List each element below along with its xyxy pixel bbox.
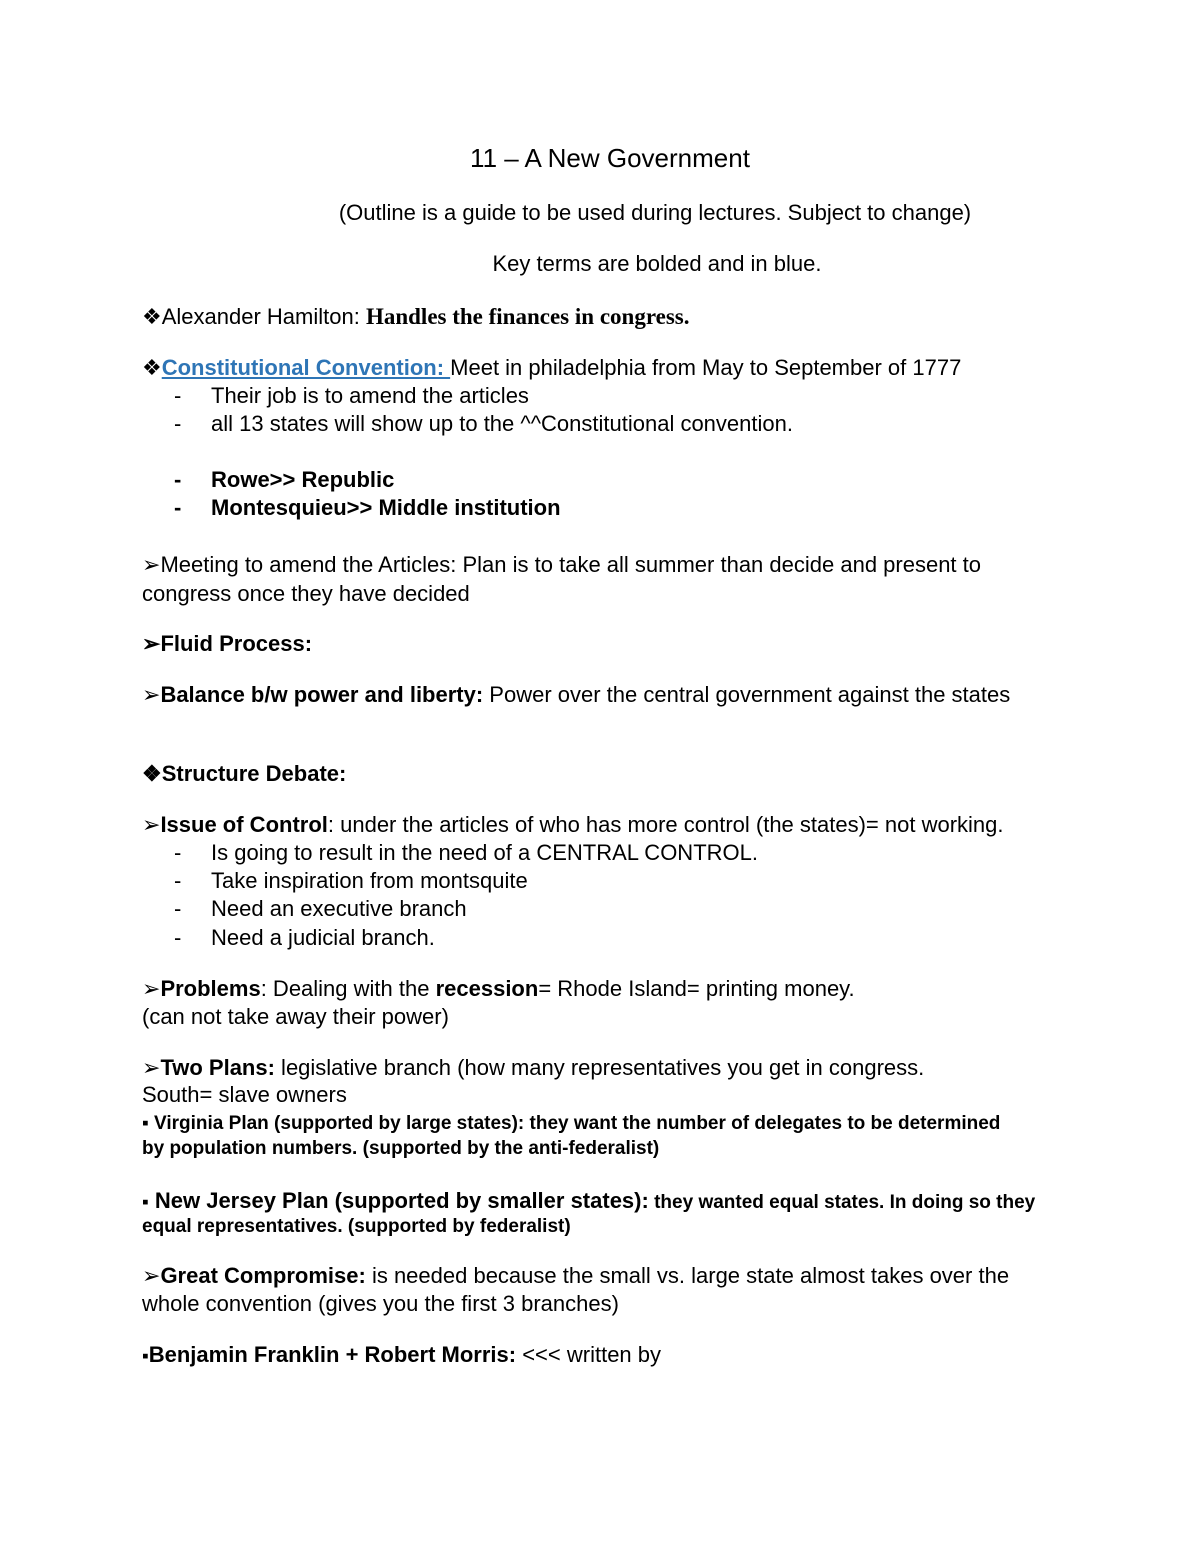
dash-bullet: - bbox=[174, 411, 182, 436]
list-item-text: Take inspiration from montsquite bbox=[211, 868, 528, 893]
arrow-bullet-icon: ➢ bbox=[142, 976, 161, 1001]
list-item-text: Need a judicial branch. bbox=[211, 925, 435, 950]
list-item-text: Is going to result in the need of a CENTRAL CONTROL. bbox=[211, 840, 758, 865]
list-item-text: all 13 states will show up to the ^^Constitutional convention. bbox=[211, 411, 793, 436]
two-plans-line bbox=[142, 1054, 924, 1082]
key-terms-note: Key terms are bolded and in blue. bbox=[492, 251, 822, 276]
list-item bbox=[174, 466, 394, 494]
list-item bbox=[174, 382, 529, 410]
meeting-text: Meeting to amend the Articles: Plan is to take all summer than decide and present to bbox=[160, 552, 982, 577]
square-bullet-icon: ▪ bbox=[142, 1192, 149, 1213]
dash-bullet: - bbox=[174, 383, 182, 408]
diamond-bullet-icon: ❖ bbox=[142, 304, 162, 329]
new-jersey-plan-label: New Jersey Plan (supported by smaller states): bbox=[148, 1188, 649, 1213]
list-item bbox=[174, 839, 758, 867]
list-item-text: Their job is to amend the articles bbox=[211, 383, 529, 408]
dash-bullet: - bbox=[174, 495, 182, 520]
structure-debate-line bbox=[142, 760, 346, 788]
virginia-plan-line-2: by population numbers. (supported by the anti-federalist) bbox=[142, 1138, 660, 1159]
problems-line-2: (can not take away their power) bbox=[142, 1004, 449, 1029]
problems-text: : Dealing with the bbox=[260, 976, 436, 1001]
dash-bullet: - bbox=[174, 868, 182, 893]
outline-subtitle: (Outline is a guide to be used during lectures. Subject to change) bbox=[338, 200, 972, 225]
arrow-bullet-icon: ➢ bbox=[142, 682, 161, 707]
convention-line bbox=[142, 354, 961, 382]
arrow-bullet-icon: ➢ bbox=[142, 552, 161, 577]
list-item bbox=[174, 494, 561, 522]
great-compromise-line bbox=[142, 1262, 1009, 1290]
control-text: : under the articles of who has more control (the states)= not working. bbox=[327, 812, 1004, 837]
page-title: 11 – A New Government bbox=[470, 143, 750, 173]
structure-debate-label: Structure Debate: bbox=[161, 761, 347, 786]
meeting-line-2: congress once they have decided bbox=[142, 581, 470, 606]
recession-term: recession bbox=[435, 976, 539, 1001]
arrow-bullet-icon: ➢ bbox=[142, 631, 161, 656]
balance-text: Power over the central government against the states bbox=[483, 682, 1011, 707]
great-compromise-line-2: whole convention (gives you the first 3 branches) bbox=[142, 1291, 619, 1316]
balance-label: Balance b/w power and liberty: bbox=[160, 682, 484, 707]
arrow-bullet-icon: ➢ bbox=[142, 1263, 161, 1288]
list-item-text: Rowe>> Republic bbox=[211, 467, 395, 492]
hamilton-text: Handles the finances in congress. bbox=[365, 304, 690, 329]
fluid-process-label: Fluid Process: bbox=[160, 631, 313, 656]
problems-label: Problems bbox=[160, 976, 261, 1001]
fluid-process-line bbox=[142, 630, 312, 658]
two-plans-line-2: South= slave owners bbox=[142, 1082, 347, 1107]
list-item bbox=[174, 867, 528, 895]
list-item bbox=[174, 924, 435, 952]
arrow-bullet-icon: ➢ bbox=[142, 812, 161, 837]
square-bullet-icon: ▪ bbox=[142, 1113, 149, 1134]
list-item-text: Need an executive branch bbox=[211, 896, 467, 921]
virginia-plan-text: Virginia Plan (supported by large states): they want the number of delegates to be determined bbox=[148, 1113, 1001, 1134]
franklin-line bbox=[142, 1341, 661, 1371]
diamond-bullet-icon: ❖ bbox=[142, 355, 162, 380]
list-item bbox=[174, 895, 467, 923]
control-label: Issue of Control bbox=[160, 812, 328, 837]
convention-text: Meet in philadelphia from May to September of 1777 bbox=[450, 355, 962, 380]
problems-text-2: = Rhode Island= printing money. bbox=[538, 976, 855, 1001]
dash-bullet: - bbox=[174, 467, 182, 492]
dash-bullet: - bbox=[174, 840, 182, 865]
list-item-text: Montesquieu>> Middle institution bbox=[211, 495, 561, 520]
virginia-plan-line bbox=[142, 1111, 1000, 1136]
franklin-label: Benjamin Franklin + Robert Morris: bbox=[148, 1342, 517, 1367]
list-item bbox=[174, 410, 793, 438]
balance-line bbox=[142, 681, 1010, 709]
hamilton-line bbox=[142, 303, 689, 331]
diamond-bullet-icon: ❖ bbox=[142, 761, 162, 786]
new-jersey-plan-line bbox=[142, 1187, 1035, 1217]
two-plans-text: legislative branch (how many representatives you get in congress. bbox=[274, 1055, 925, 1080]
hamilton-label: Alexander Hamilton: bbox=[161, 304, 366, 329]
dash-bullet: - bbox=[174, 925, 182, 950]
two-plans-label: Two Plans: bbox=[160, 1055, 275, 1080]
dash-bullet: - bbox=[174, 896, 182, 921]
new-jersey-plan-text: they wanted equal states. In doing so they bbox=[648, 1192, 1036, 1213]
meeting-line bbox=[142, 551, 981, 579]
control-line bbox=[142, 811, 1004, 839]
arrow-bullet-icon: ➢ bbox=[142, 1055, 161, 1080]
constitutional-convention-link[interactable]: Constitutional Convention: bbox=[161, 355, 451, 380]
square-bullet-icon: ▪ bbox=[142, 1346, 149, 1367]
great-compromise-text: is needed because the small vs. large state almost takes over the bbox=[365, 1263, 1010, 1288]
new-jersey-plan-line-2: equal representatives. (supported by federalist) bbox=[142, 1216, 571, 1237]
problems-line bbox=[142, 975, 855, 1003]
great-compromise-label: Great Compromise: bbox=[160, 1263, 366, 1288]
franklin-text: <<< written by bbox=[516, 1342, 662, 1367]
